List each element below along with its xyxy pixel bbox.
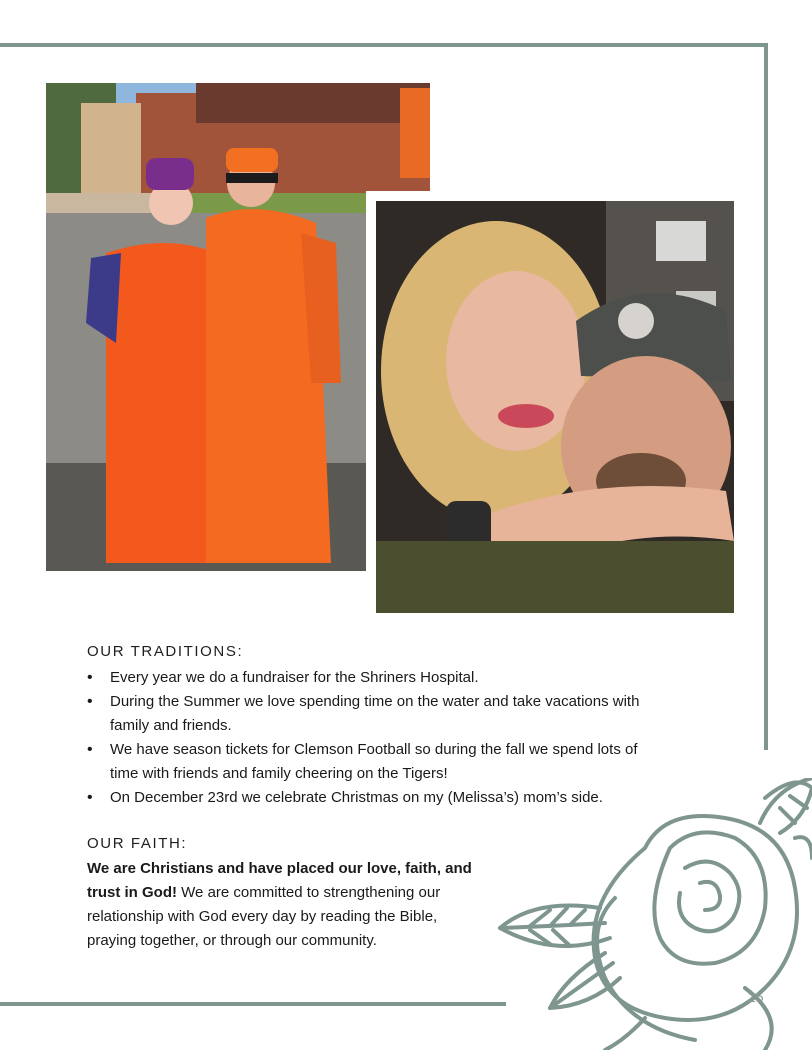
faith-paragraph [87, 857, 487, 953]
traditions-heading: OUR TRADITIONS: [87, 643, 244, 660]
list-item: • On December 23rd we celebrate Christmas on my (Melissa’s) mom’s side. [87, 786, 657, 810]
faith-body-text: We are committed to strengthening our relationship with God every day by reading the Bible, praying together, or through our community. [87, 884, 441, 949]
faith-bold-statement: We are Christians and have placed our love, faith, and trust in God! [87, 860, 472, 901]
frame-right-border [764, 43, 768, 750]
list-item: • Every year we do a fundraiser for the Shriners Hospital. [87, 666, 657, 690]
faith-heading: OUR FAITH: [87, 835, 188, 852]
page-number: 15 [748, 989, 764, 1005]
photo-couple-selfie [376, 201, 734, 613]
list-item: • During the Summer we love spending time on the water and take vacations with family and friends. [87, 690, 657, 738]
rose-outline-icon [495, 778, 812, 1050]
list-item: • We have season tickets for Clemson Football so during the fall we spend lots of time with friends and family cheering on the Tigers! [87, 738, 657, 786]
frame-top-border [0, 43, 768, 47]
frame-bottom-border [0, 1002, 506, 1006]
